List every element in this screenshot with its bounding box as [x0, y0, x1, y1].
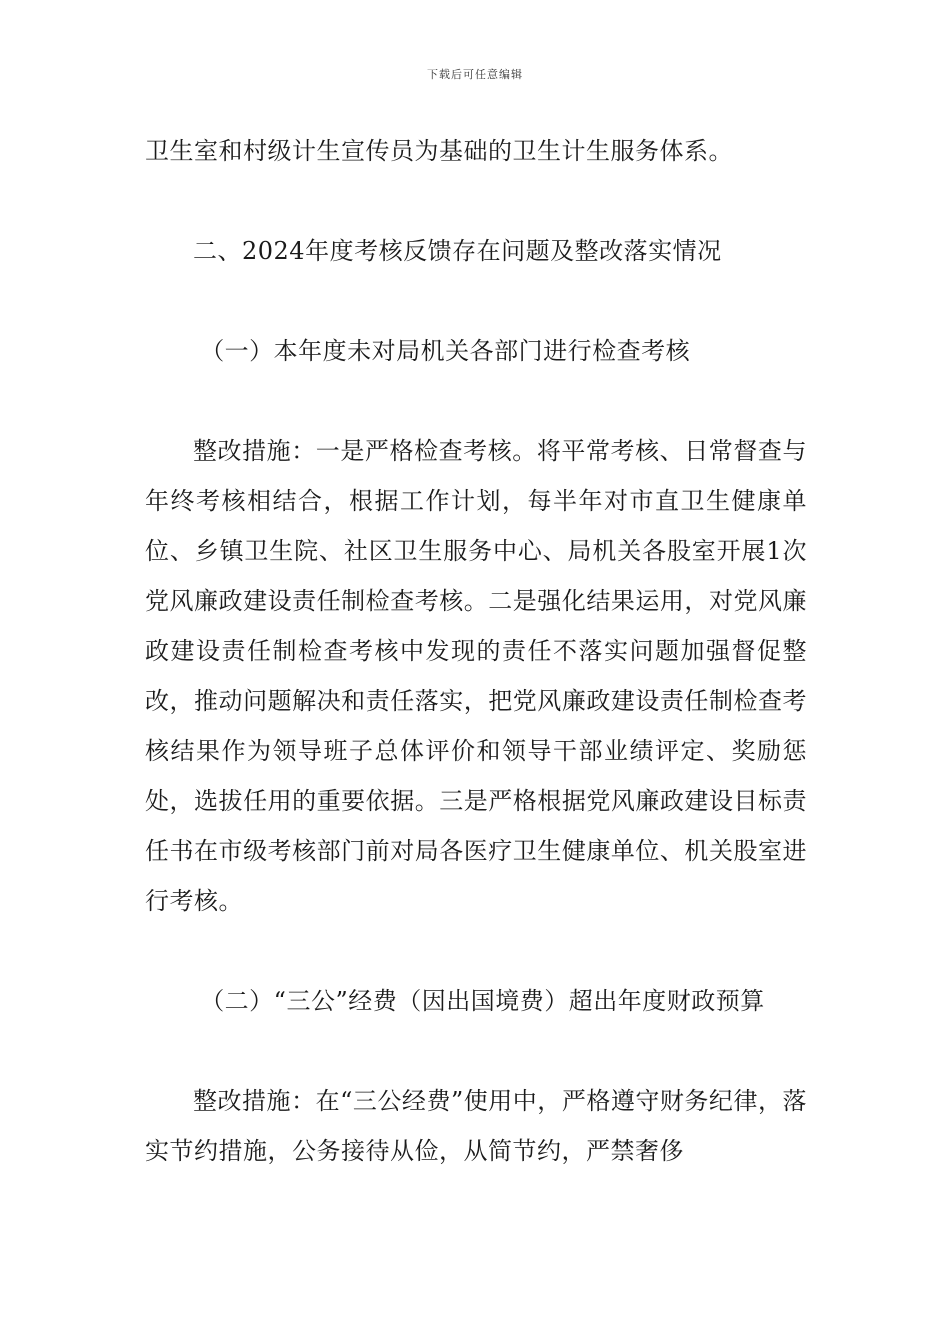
rectification-paragraph-1: 整改措施：一是严格检查考核。将平常考核、日常督查与年终考核相结合，根据工作计划，每半年对市直卫生健康单位、乡镇卫生院、社区卫生服务中心、局机关各股室开展1次党风廉政建设责任制检查考核。二是强化结果运用，对党风廉政建设责任制检查考核中发现的责任不落实问题加强督促整改，推动问题解决和责任落实，把党风廉政建设责任制检查考核结果作为领导班子总体评价和领导干部业绩评定、奖励惩处，选拔任用的重要依据。三是严格根据党风廉政建设目标责任书在市级考核部门前对局各医疗卫生健康单位、机关股室进行考核。 — [145, 437, 807, 915]
page-header-note: 下载后可任意编辑 — [427, 68, 523, 81]
section-heading-2: 二、2024年度考核反馈存在问题及整改落实情况 — [193, 237, 722, 265]
rectification-paragraph-2: 整改措施：在“三公经费”使用中，严格遵守财务纪律，落实节约措施，公务接待从俭，从简节约，严禁奢侈 — [145, 1087, 807, 1165]
document-body — [145, 126, 807, 1176]
subsection-heading-2: （二）“三公”经费（因出国境费）超出年度财政预算 — [200, 987, 765, 1015]
subsection-heading-1: （一）本年度未对局机关各部门进行检查考核 — [200, 337, 691, 365]
paragraph-continuation: 卫生室和村级计生宣传员为基础的卫生计生服务体系。 — [145, 137, 733, 165]
